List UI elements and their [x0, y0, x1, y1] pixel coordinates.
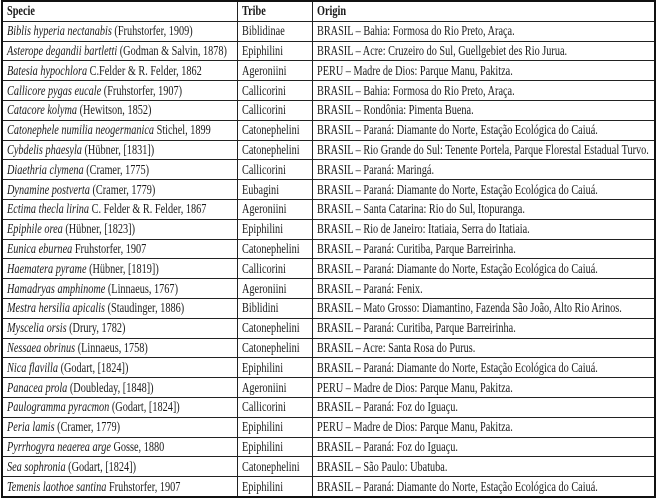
tribe-cell: [238, 81, 313, 101]
table-row: [2, 239, 655, 259]
origin-cell: [313, 457, 656, 477]
origin-text: BRASIL – Bahia: Formosa do Rio Preto, Araça.: [317, 23, 515, 39]
header-tribe-label: Tribe: [242, 3, 266, 19]
table-row: [2, 417, 655, 437]
tribe-text: Callicorini: [242, 399, 286, 415]
origin-text: BRASIL – Santa Catarina: Rio do Sul, Itopuranga.: [317, 201, 525, 217]
origin-cell: [313, 180, 656, 200]
origin-cell: [313, 219, 656, 239]
origin-cell: [313, 199, 656, 219]
tribe-cell: [238, 457, 313, 477]
species-name: Nessaea obrinus: [7, 339, 76, 355]
origin-cell: [313, 81, 656, 101]
specie-cell: [2, 239, 238, 259]
tribe-cell: [238, 180, 313, 200]
tribe-text: Catonephelini: [242, 320, 300, 336]
species-name: Haematera pyrame: [7, 260, 87, 276]
tribe-cell: [238, 279, 313, 299]
species-author: (Hübner, [1819]): [89, 260, 159, 276]
origin-cell: [313, 358, 656, 378]
origin-text: BRASIL – Acre: Santa Rosa do Purus.: [317, 339, 476, 355]
species-author: Fruhstorfer, 1907: [108, 478, 181, 494]
origin-cell: [313, 378, 656, 398]
origin-cell: [313, 279, 656, 299]
species-author: (Cramer, 1779): [57, 419, 121, 435]
species-name: Temenis laothoe santina: [7, 478, 107, 494]
species-name: Panacea prola: [7, 379, 68, 395]
header-origin: [313, 1, 656, 21]
table-row: [2, 219, 655, 239]
species-author: (Doubleday, [1848]): [69, 379, 154, 395]
species-name: Asterope degandii bartletti: [7, 42, 118, 58]
table-row: [2, 100, 655, 120]
origin-cell: [313, 41, 656, 61]
tribe-text: Eubagini: [242, 181, 280, 197]
species-name: Paulogramma pyracmon: [7, 399, 110, 415]
specie-cell: [2, 338, 238, 358]
table-row: [2, 120, 655, 140]
species-author: (Fruhstorfer, 1909): [114, 23, 193, 39]
table-row: [2, 397, 655, 417]
species-author: (Cramer, 1779): [92, 181, 156, 197]
species-name: Sea sophronia: [7, 458, 66, 474]
origin-cell: [313, 259, 656, 279]
species-name: Epiphile orea: [7, 221, 63, 237]
species-author: (Hewitson, 1852): [79, 102, 152, 118]
tribe-cell: [238, 477, 313, 497]
species-author: (Godart, [1824]): [60, 359, 129, 375]
origin-cell: [313, 100, 656, 120]
origin-cell: [313, 239, 656, 259]
origin-text: BRASIL – Paraná: Foz do Iguaçu.: [317, 438, 458, 454]
table-row: [2, 259, 655, 279]
origin-text: BRASIL – Paraná: Diamante do Norte, Estação Ecológica do Caiuá.: [317, 260, 598, 276]
species-author: (Godman & Salvin, 1878): [119, 42, 227, 58]
origin-cell: [313, 318, 656, 338]
specie-cell: [2, 437, 238, 457]
species-name: Biblis hyperia nectanabis: [7, 23, 112, 39]
tribe-text: Epiphilini: [242, 42, 284, 58]
origin-text: BRASIL – Paraná: Diamante do Norte, Estação Ecológica do Caiuá.: [317, 122, 598, 138]
origin-text: PERU – Madre de Dios: Parque Manu, Pakitza.: [317, 62, 513, 78]
origin-text: BRASIL – Paraná: Diamante do Norte, Estação Ecológica do Caiuá.: [317, 478, 598, 494]
specie-cell: [2, 160, 238, 180]
specie-cell: [2, 259, 238, 279]
table-row: [2, 199, 655, 219]
species-name: Callicore pygas eucale: [7, 82, 102, 98]
origin-text: BRASIL – Paraná: Maringá.: [317, 161, 435, 177]
table-row: [2, 338, 655, 358]
tribe-cell: [238, 120, 313, 140]
species-name: Catonephele numilia neogermanica: [7, 122, 155, 138]
species-name: Eunica eburnea: [7, 240, 73, 256]
specie-cell: [2, 81, 238, 101]
tribe-text: Epiphilini: [242, 359, 284, 375]
origin-text: BRASIL – São Paulo: Ubatuba.: [317, 458, 448, 474]
tribe-text: Epiphilini: [242, 438, 284, 454]
origin-cell: [313, 417, 656, 437]
species-author: Gosse, 1880: [113, 438, 165, 454]
specie-cell: [2, 199, 238, 219]
origin-text: BRASIL – Rio de Janeiro: Itatiaia, Serra do Itatiaia.: [317, 221, 530, 237]
table-row: [2, 81, 655, 101]
tribe-text: Ageroniini: [242, 280, 287, 296]
tribe-cell: [238, 61, 313, 81]
tribe-cell: [238, 437, 313, 457]
table-row: [2, 140, 655, 160]
origin-cell: [313, 437, 656, 457]
tribe-cell: [238, 358, 313, 378]
origin-text: BRASIL – Paraná: Diamante do Norte, Estação Ecológica do Caiuá.: [317, 181, 598, 197]
species-name: Myscelia orsis: [7, 320, 67, 336]
species-name: Mestra hersilia apicalis: [7, 300, 106, 316]
tribe-cell: [238, 259, 313, 279]
tribe-text: Epiphilini: [242, 221, 284, 237]
origin-text: BRASIL – Paraná: Fenix.: [317, 280, 423, 296]
table-row: [2, 437, 655, 457]
species-name: Ectima thecla lirina: [7, 201, 90, 217]
specie-cell: [2, 100, 238, 120]
tribe-cell: [238, 318, 313, 338]
tribe-text: Catonephelini: [242, 240, 300, 256]
species-name: Diaethria clymena: [7, 161, 84, 177]
table-row: [2, 457, 655, 477]
origin-text: PERU – Madre de Dios: Parque Manu, Pakitza.: [317, 379, 513, 395]
species-table: [1, 0, 656, 498]
tribe-cell: [238, 239, 313, 259]
species-name: Catacore kolyma: [7, 102, 78, 118]
tribe-cell: [238, 219, 313, 239]
tribe-text: Biblidini: [242, 300, 279, 316]
species-author: (Cramer, 1775): [86, 161, 150, 177]
table-row: [2, 61, 655, 81]
specie-cell: [2, 180, 238, 200]
tribe-text: Epiphilini: [242, 478, 284, 494]
origin-cell: [313, 338, 656, 358]
specie-cell: [2, 120, 238, 140]
tribe-text: Callicorini: [242, 260, 286, 276]
species-name: Cybdelis phaesyla: [7, 141, 82, 157]
tribe-cell: [238, 417, 313, 437]
species-name: Dynamine postverta: [7, 181, 90, 197]
origin-text: BRASIL – Acre: Cruzeiro do Sul, Guellgebiet des Rio Jurua.: [317, 42, 568, 58]
specie-cell: [2, 378, 238, 398]
tribe-cell: [238, 100, 313, 120]
origin-cell: [313, 21, 656, 41]
origin-text: BRASIL – Rondônia: Pimenta Buena.: [317, 102, 474, 118]
tribe-text: Catonephelini: [242, 458, 300, 474]
origin-cell: [313, 160, 656, 180]
table-row: [2, 41, 655, 61]
header-specie: [2, 1, 238, 21]
specie-cell: [2, 61, 238, 81]
tribe-cell: [238, 298, 313, 318]
origin-cell: [313, 477, 656, 497]
tribe-text: Ageroniini: [242, 62, 287, 78]
species-author: (Hübner, [1831]): [84, 141, 155, 157]
tribe-cell: [238, 21, 313, 41]
tribe-text: Ageroniini: [242, 379, 287, 395]
origin-text: BRASIL – Paraná: Curitiba, Parque Barreirinha.: [317, 320, 516, 336]
tribe-cell: [238, 199, 313, 219]
specie-cell: [2, 41, 238, 61]
species-author: C.Felder & R. Felder, 1862: [89, 62, 202, 78]
species-author: (Fruhstorfer, 1907): [103, 82, 183, 98]
tribe-cell: [238, 338, 313, 358]
origin-text: BRASIL – Paraná: Curitiba, Parque Barreirinha.: [317, 240, 516, 256]
table-row: [2, 318, 655, 338]
species-author: Fruhstorfer, 1907: [74, 240, 147, 256]
specie-cell: [2, 219, 238, 239]
header-row: [2, 1, 655, 21]
specie-cell: [2, 21, 238, 41]
species-author: (Hübner, [1823]): [65, 221, 136, 237]
table-row: [2, 358, 655, 378]
table-row: [2, 477, 655, 497]
species-author: (Godart, [1824]): [111, 399, 180, 415]
tribe-text: Biblidinae: [242, 23, 285, 39]
header-tribe: [238, 1, 313, 21]
tribe-cell: [238, 41, 313, 61]
specie-cell: [2, 397, 238, 417]
origin-text: BRASIL – Paraná: Diamante do Norte, Estação Ecológica do Caiuá.: [317, 359, 598, 375]
tribe-text: Epiphilini: [242, 419, 284, 435]
table-row: [2, 378, 655, 398]
tribe-text: Catonephelini: [242, 339, 300, 355]
tribe-cell: [238, 160, 313, 180]
tribe-text: Callicorini: [242, 82, 286, 98]
tribe-cell: [238, 378, 313, 398]
tribe-text: Catonephelini: [242, 141, 300, 157]
specie-cell: [2, 358, 238, 378]
specie-cell: [2, 279, 238, 299]
table-row: [2, 279, 655, 299]
header-specie-label: Specie: [7, 3, 35, 19]
tribe-text: Callicorini: [242, 161, 286, 177]
origin-text: PERU – Madre de Dios: Parque Manu, Pakitza.: [317, 419, 513, 435]
table-row: [2, 298, 655, 318]
species-name: Peria lamis: [7, 419, 55, 435]
specie-cell: [2, 477, 238, 497]
specie-cell: [2, 318, 238, 338]
tribe-cell: [238, 140, 313, 160]
tribe-text: Catonephelini: [242, 122, 300, 138]
origin-cell: [313, 61, 656, 81]
tribe-text: Ageroniini: [242, 201, 287, 217]
species-name: Nica flavilla: [7, 359, 59, 375]
specie-cell: [2, 457, 238, 477]
specie-cell: [2, 140, 238, 160]
origin-cell: [313, 397, 656, 417]
tribe-cell: [238, 397, 313, 417]
species-author: (Linnaeus, 1767): [107, 280, 178, 296]
species-author: C. Felder & R. Felder, 1867: [91, 201, 207, 217]
table-row: [2, 21, 655, 41]
species-author: (Linnaeus, 1758): [77, 339, 148, 355]
species-author: (Staudinger, 1886): [107, 300, 185, 316]
table-row: [2, 160, 655, 180]
specie-cell: [2, 417, 238, 437]
tribe-text: Callicorini: [242, 102, 286, 118]
species-name: Batesia hypochlora: [7, 62, 88, 78]
origin-text: BRASIL – Rio Grande do Sul: Tenente Portela, Parque Florestal Estadual Turvo.: [317, 141, 649, 157]
species-author: (Drury, 1782): [69, 320, 126, 336]
species-name: Pyrrhogyra neaerea arge: [7, 438, 111, 454]
origin-text: BRASIL – Paraná: Foz do Iguaçu.: [317, 399, 458, 415]
origin-cell: [313, 120, 656, 140]
species-name: Hamadryas amphinome: [7, 280, 106, 296]
origin-text: BRASIL – Bahia: Formosa do Rio Preto, Araça.: [317, 82, 515, 98]
species-author: (Godart, [1824]): [68, 458, 136, 474]
specie-cell: [2, 298, 238, 318]
origin-cell: [313, 298, 656, 318]
origin-text: BRASIL – Mato Grosso: Diamantino, Fazenda São João, Alto Rio Arinos.: [317, 300, 622, 316]
species-author: Stichel, 1899: [156, 122, 211, 138]
header-origin-label: Origin: [317, 3, 347, 19]
table-row: [2, 180, 655, 200]
origin-cell: [313, 140, 656, 160]
